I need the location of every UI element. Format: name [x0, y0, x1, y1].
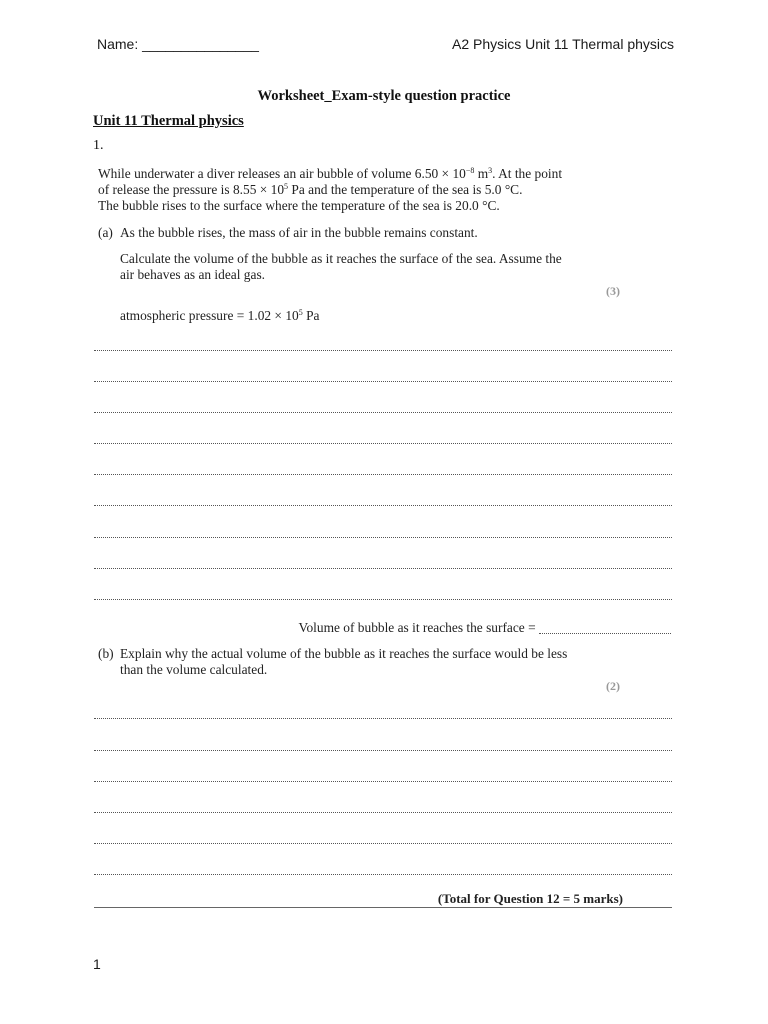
answer-line[interactable]: [94, 812, 672, 813]
answer-line[interactable]: [94, 443, 672, 444]
question-stem-line-2: of release the pressure is $8.55 \times 10^5$ Pa and the temperature of the sea is 5.0 °C.: [98, 182, 523, 197]
name-field-label: Name: _______________: [97, 36, 259, 52]
answer-line[interactable]: [94, 505, 672, 506]
question-total-marks: (Total for Question 12 = 5 marks): [437, 891, 623, 906]
part-b-label: (b): [98, 646, 114, 661]
answer-line[interactable]: [94, 350, 672, 351]
part-a-instruction-line-1: Calculate the volume of the bubble as it reaches the surface of the sea. Assume the: [120, 251, 562, 266]
answer-line[interactable]: [94, 412, 672, 413]
answer-line[interactable]: [94, 599, 672, 600]
answer-line[interactable]: [94, 381, 672, 382]
section-divider: [94, 907, 672, 908]
question-number: 1.: [93, 138, 104, 153]
answer-line[interactable]: [94, 718, 672, 719]
answer-line[interactable]: [94, 781, 672, 782]
question-stem-line-3: The bubble rises to the surface where the temperature of the sea is 20.0 °C.: [98, 198, 500, 213]
page-number: 1: [93, 956, 101, 972]
question-stem-line-1: While underwater a diver releases an air bubble of volume $6.50 \times 10^{-8}$ $m^3$. At the point: [98, 166, 563, 181]
atmospheric-pressure-given: atmospheric pressure = $1.02 \times 10^5$ Pa: [120, 308, 320, 323]
part-a-label: (a): [98, 225, 113, 240]
answer-line[interactable]: [94, 568, 672, 569]
part-a-text: As the bubble rises, the mass of air in the bubble remains constant.: [120, 225, 478, 240]
course-title: A2 Physics Unit 11 Thermal physics: [451, 36, 674, 52]
answer-line[interactable]: [94, 537, 672, 538]
volume-answer-row: [299, 620, 671, 636]
part-a-instruction-line-2: air behaves as an ideal gas.: [120, 267, 266, 282]
part-b-line-2: than the volume calculated.: [120, 662, 268, 677]
part-b-marks: (2): [606, 679, 620, 693]
answer-line[interactable]: [94, 750, 672, 751]
answer-line[interactable]: [94, 843, 672, 844]
part-a-marks: (3): [606, 284, 620, 298]
worksheet-title: Worksheet_Exam-style question practice: [257, 88, 511, 104]
unit-title: Unit 11 Thermal physics: [93, 113, 244, 129]
answer-line[interactable]: [94, 474, 672, 475]
answer-line[interactable]: [94, 874, 672, 875]
volume-answer-line[interactable]: [539, 633, 671, 634]
volume-answer-prompt: Volume of bubble as it reaches the surface =: [298, 620, 539, 635]
part-b-line-1: Explain why the actual volume of the bubble as it reaches the surface would be less: [120, 646, 568, 661]
